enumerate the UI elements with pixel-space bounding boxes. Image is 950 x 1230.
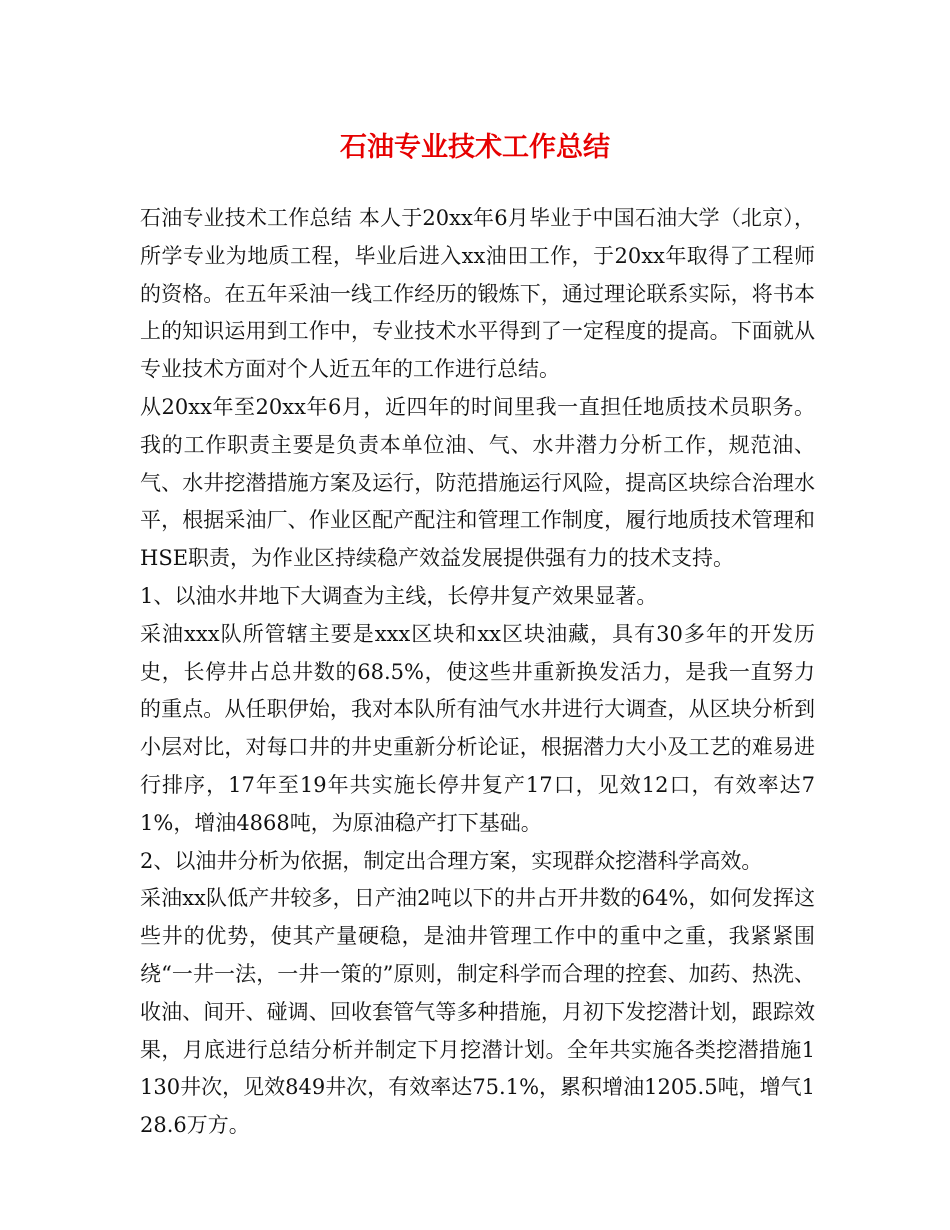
- section-heading-1: 1、以油水井地下大调查为主线，长停井复产效果显著。: [140, 583, 658, 608]
- paragraph-duties: 从20xx年至20xx年6月，近四年的时间里我一直担任地质技术员职务。我的工作职责主要是负责本单位油、气、水井潜力分析工作，规范油、气、水井挖潜措施方案及运行，防范措施运行风险，提高区块综合治理水平，根据采油厂、作业区配产配注和管理工作制度，履行地质技术管理和HSE职责，为作业区持续稳产效益发展提供强有力的技术支持。: [140, 394, 815, 571]
- paragraph-intro: 石油专业技术工作总结 本人于20xx年6月毕业于中国石油大学（北京），所学专业为地质工程，毕业后进入xx油田工作，于20xx年取得了工程师的资格。在五年采油一线工作经历的锻炼下，通过理论联系实际，将书本上的知识运用到工作中，专业技术水平得到了一定程度的提高。下面就从专业技术方面对个人近五年的工作进行总结。: [140, 206, 815, 382]
- document-body: [140, 200, 815, 1145]
- section-heading-2: 2、以油井分析为依据，制定出合理方案，实现群众挖潜科学高效。: [140, 848, 763, 873]
- paragraph-section-2: 采油xx队低产井较多，日产油2吨以下的井占开井数的64%，如何发挥这些井的优势，使其产量硬稳，是油井管理工作中的重中之重，我紧紧围绕“一井一法，一井一策的”原则，制定科学而合理的控套、加药、热洗、收油、间开、碰调、回收套管气等多种措施，月初下发挖潜计划，跟踪效果，月底进行总结分析并制定下月挖潜计划。全年共实施各类挖潜措施1130井次，见效849井次，有效率达75.1%，累积增油1205.5吨，增气128.6万方。: [140, 886, 815, 1138]
- paragraph-section-1: 采油xxx队所管辖主要是xxx区块和xx区块油藏，具有30多年的开发历史，长停井占总井数的68.5%，使这些井重新换发活力，是我一直努力的重点。从任职伊始，我对本队所有油气水井进行大调查，从区块分析到小层对比，对每口井的井史重新分析论证，根据潜力大小及工艺的难易进行排序，17年至19年共实施长停井复产17口，见效12口，有效率达71%，增油4868吨，为原油稳产打下基础。: [140, 621, 815, 835]
- document-title: 石油专业技术工作总结: [340, 132, 610, 163]
